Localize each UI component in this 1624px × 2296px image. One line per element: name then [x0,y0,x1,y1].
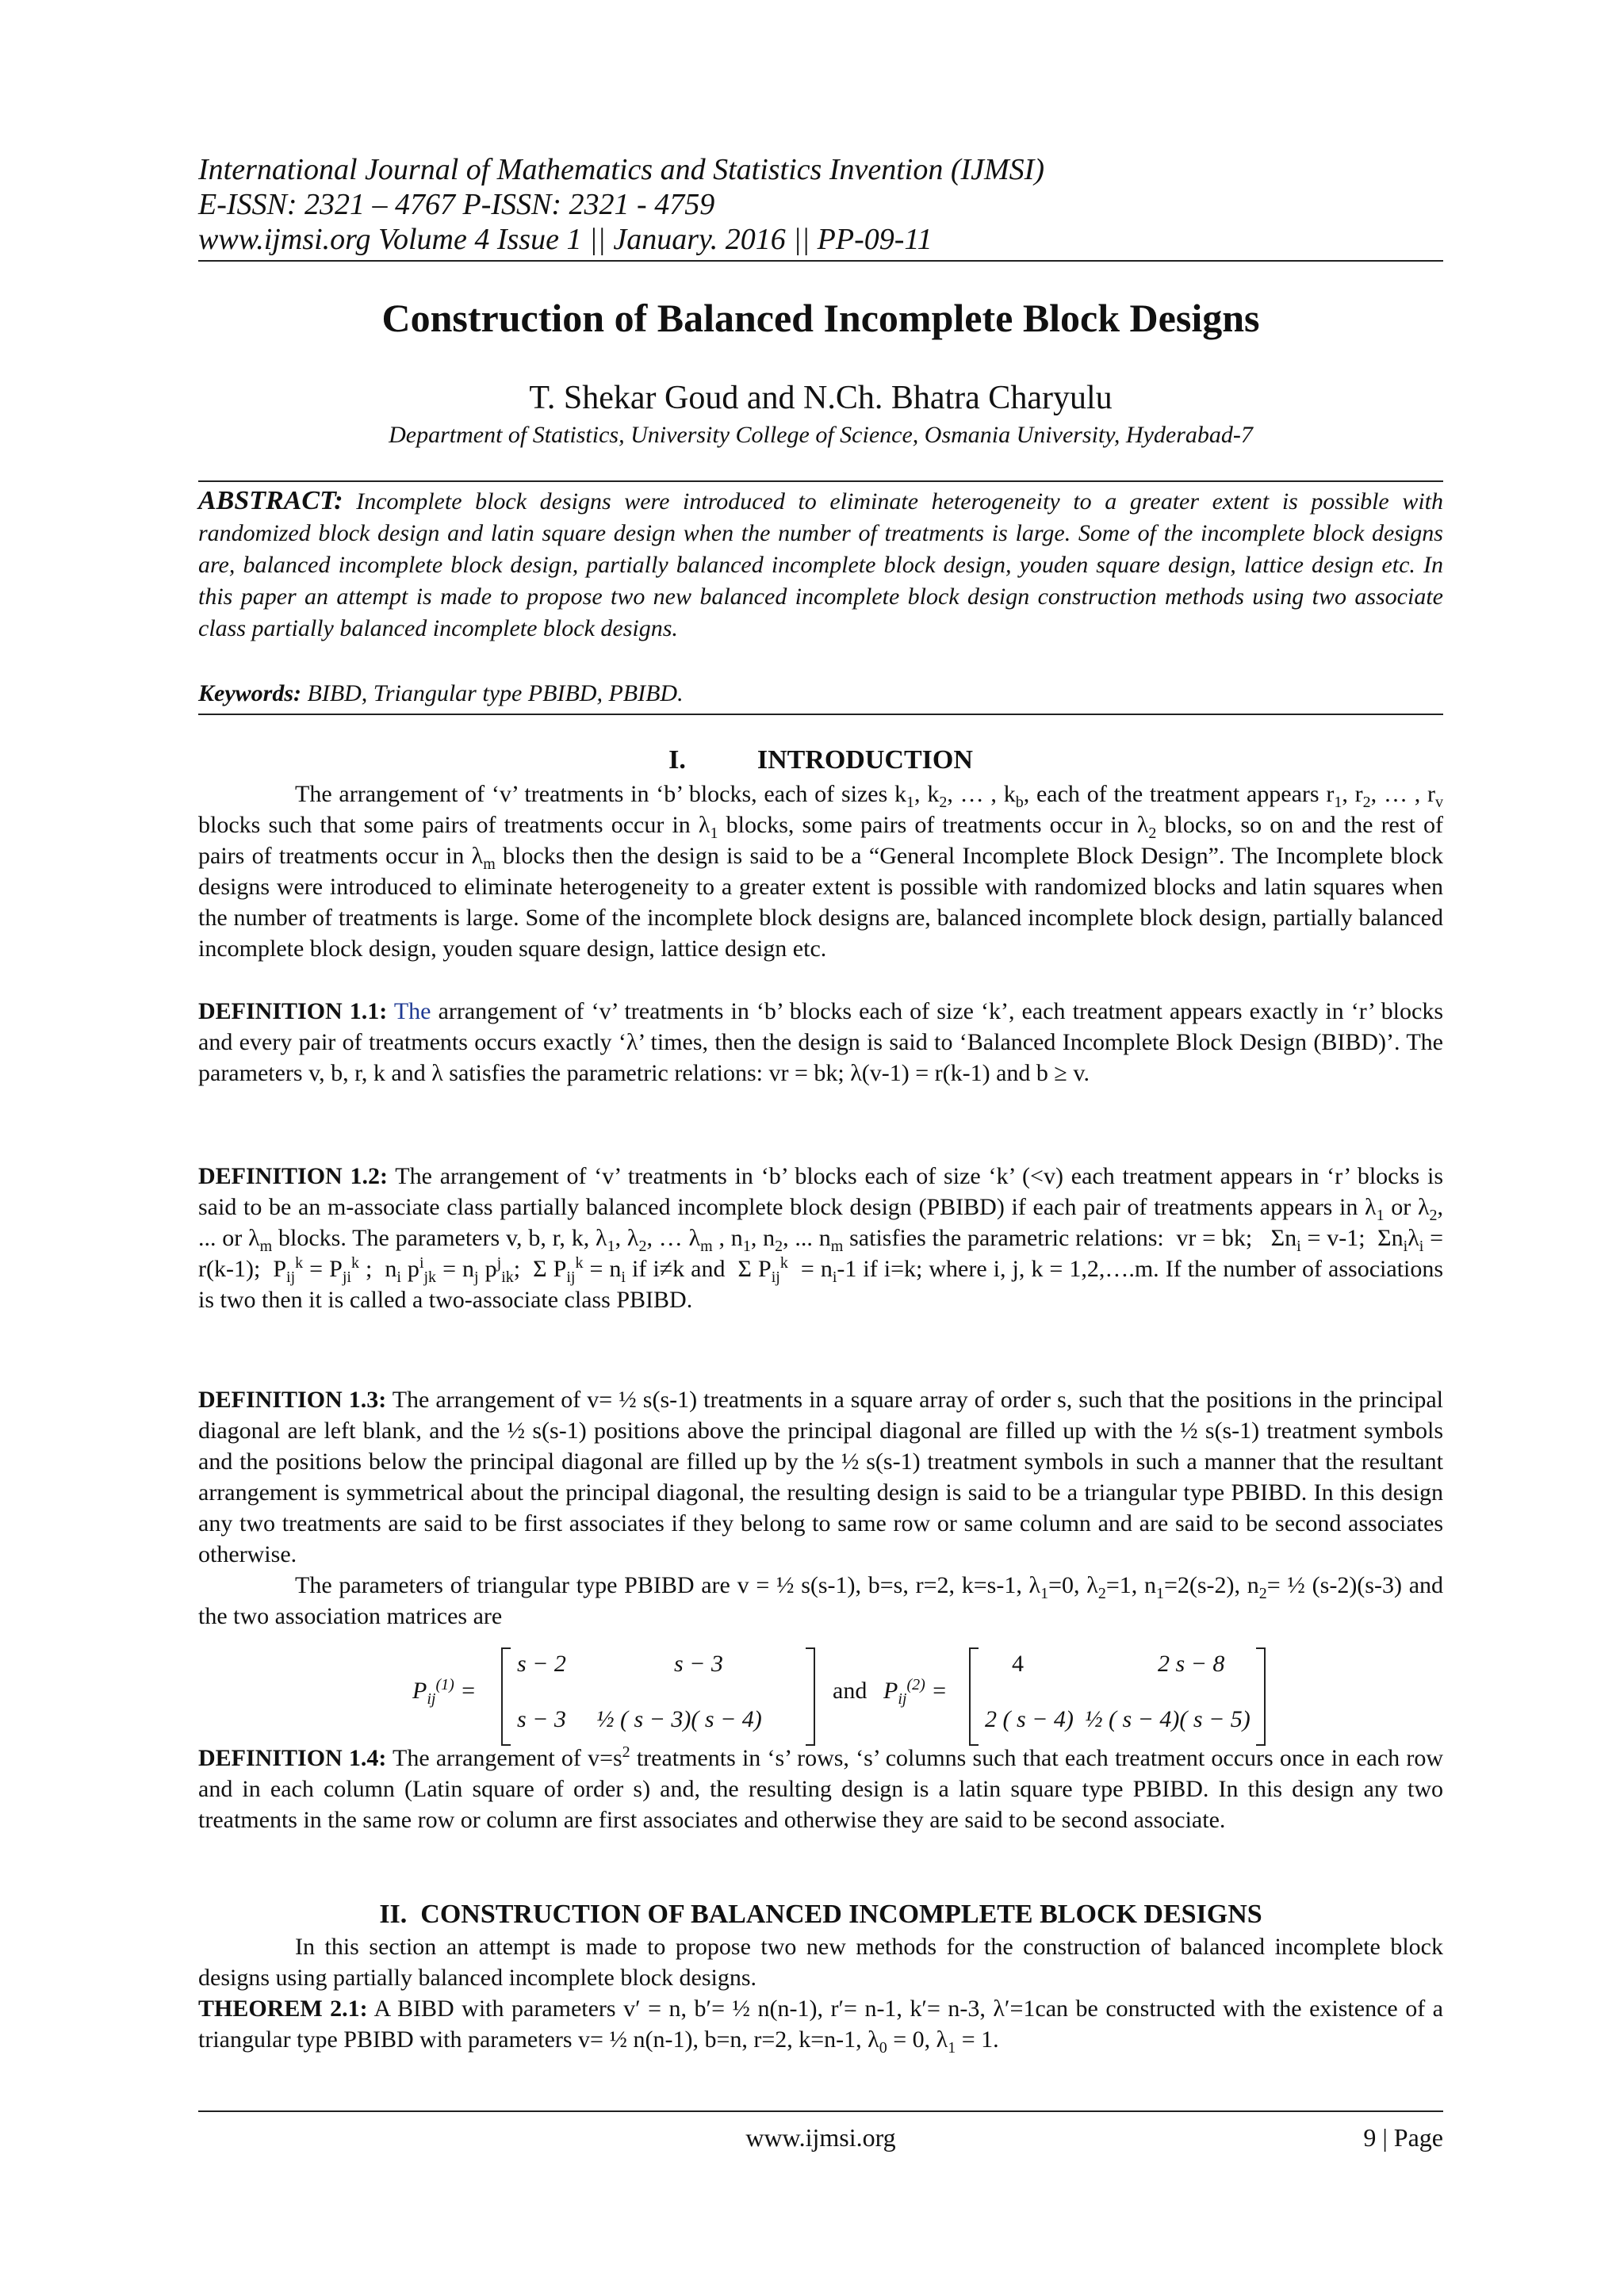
definition-1-3: DEFINITION 1.3: The arrangement of v= ½ s(s-1) treatments in a square array of order s, such that the positions in the principal diagonal are left blank, and the ½ s(s-1) positions above the principal diagonal are filled up with the ½ s(s-1) treatment symbols and the positions below the principal diagonal are filled up by the ½ s(s-1) treatment symbols in such a manner that the resultant arrangement is symmetrical about the principal diagonal, the resulting design is said to be a triangular type PBIBD. In this design any two treatments are said to be first associates if they belong to same row or same column and are said to be second associates otherwise. The parameters of triangular type PBIBD are v = ½ s(s-1), b=s, r=2, k=s-1, $\lambda_1=0$, $\lambda_2=1$, $n_1=2(s-2)$, $n_2=$ ½ (s-2)(s-3) and the two association matrices are [198,1387,1444,1629]
definition-1-2-label: DEFINITION 1.2: [198,1163,389,1189]
association-matrices [412,1647,1285,1746]
matrix-2-left-bracket [969,1647,979,1746]
matrix-2-right-bracket [1256,1647,1266,1746]
definition-1-3-label: DEFINITION 1.3: [198,1387,387,1413]
abstract-rule-bottom [198,714,1443,715]
journal-header [198,152,1044,257]
matrix-2-cell: 2 ( s − 4) [985,1706,1074,1732]
matrix-1-cell: s − 3 [674,1651,723,1677]
matrix-2-cell: 4 [1012,1651,1024,1677]
section-number: II. [379,1900,408,1929]
definition-1-1-the: The [393,998,431,1024]
keywords [198,680,684,707]
p-ij-2-symbol: $P_{ij}^{(2)}$ = [883,1676,948,1708]
journal-issue: www.ijmsi.org Volume 4 Issue 1 || January. 2016 || PP-09-11 [198,223,933,256]
intro-text: “General Incomplete Block Design”. The Incomplete block designs were introduced to eliminate heterogeneity to a greater extent is possible with randomized blocks and latin squares when the number of treatments is large. Some of the incomplete block designs are, balanced incomplete block design, partially balanced incomplete block design, youden square design, lattice design etc. [198,843,1443,962]
matrix-1-right-bracket [806,1647,815,1746]
theorem-2-1-label: THEOREM 2.1: [198,1996,368,2022]
paper-affiliation: Department of Statistics, University College of Science, Osmania University, Hyderabad-7 [389,422,1253,448]
definition-1-1 [198,996,1443,1089]
matrix-1-cell: s − 2 [517,1651,566,1677]
matrix-2-cell: ½ ( s − 4)( s − 5) [1085,1706,1251,1732]
header-rule [198,260,1443,262]
section-number: I. [668,745,686,775]
intro-paragraph: The arrangement of ‘v’ treatments in ‘b’ blocks, each of sizes $k_1$, $k_2$, … , $k_b$, each of the treatment appears $r_1$, $r_2$, … , $r_v$ blocks such that some pairs of treatments occur in $\lambda_1$ blocks, some pairs of treatments occur in $\lambda_2$ blocks, so on and the rest of pairs of treatments occur in $\lambda_m$ blocks then the design is said to be a “General Incomplete Block Design”. The Incomplete block designs were introduced to eliminate heterogeneity to a greater extent is possible with randomized blocks and latin squares when the number of treatments is large. Some of the incomplete block designs are, balanced incomplete block design, partially balanced incomplete block design, youden square design, lattice design etc. [198,781,1443,962]
paper-title: Construction of Balanced Incomplete Block Designs [381,296,1260,340]
p-ij-1-symbol: $P_{ij}^{(1)}$ = [412,1676,477,1708]
section-heading-construction [198,1900,1443,1930]
footer-page-number: 9 | Page [1363,2123,1443,2152]
journal-issn: E-ISSN: 2321 – 4767 P-ISSN: 2321 - 4759 [198,188,715,221]
matrix-2-cell: 2 s − 8 [1158,1651,1225,1677]
definition-1-4-label: DEFINITION 1.4: [198,1745,387,1771]
section-2-intro-text: In this section an attempt is made to propose two new methods for the construction of balanced incomplete block designs using partially balanced incomplete block designs. [198,1934,1443,1991]
abstract [198,485,1443,645]
abstract-rule-top [198,480,1443,482]
abstract-text: Incomplete block designs were introduced to eliminate heterogeneity to a greater extent is possible with randomized block design and latin square design when the number of treatments is large. Some of the incomplete block designs are, balanced incomplete block design, partially balanced incomplete block design, youden square design, lattice design etc. In this paper an attempt is made to propose two new balanced incomplete block design construction methods using two associate class partially balanced incomplete block designs. [198,488,1444,641]
definition-1-4: DEFINITION 1.4: The arrangement of $v=s^2$ treatments in ‘s’ rows, ‘s’ columns such that each treatment occurs once in each row and in each column (Latin square of order s) and, the resulting design is a latin square type PBIBD. In this design any two treatments in the same row or column are first associates and otherwise they are said to be second associate. [198,1743,1443,1833]
section-heading-introduction [198,745,1443,775]
matrix-1-cell: s − 3 [517,1706,566,1732]
keywords-text: BIBD, Triangular type PBIBD, PBIBD. [307,680,684,706]
keywords-label: Keywords: [198,680,301,706]
section-title: INTRODUCTION [756,745,973,775]
definition-1-1-text: arrangement of ‘v’ treatments in ‘b’ blocks each of size ‘k’, each treatment appears exactly in ‘r’ blocks and every pair of treatments occurs exactly ‘λ’ times, then the design is said to ‘Balanced Incomplete Block Design (BIBD)’. The parameters v, b, r, k and λ satisfies the parametric relations: vr = bk; λ(v-1) = r(k-1) and b ≥ v. [198,998,1444,1086]
footer-rule [198,2110,1443,2112]
definition-1-1-label: DEFINITION 1.1: [198,998,388,1024]
section-title: CONSTRUCTION OF BALANCED INCOMPLETE BLOCK DESIGNS [420,1900,1262,1929]
paper-authors: T. Shekar Goud and N.Ch. Bhatra Charyulu [529,380,1113,416]
matrix-1-left-bracket [501,1647,511,1746]
matrix-and: and [833,1678,868,1704]
matrix-1-cell: ½ ( s − 3)( s − 4) [596,1706,762,1732]
footer-url: www.ijmsi.org [745,2123,896,2152]
journal-name: International Journal of Mathematics and Statistics Invention (IJMSI) [198,153,1044,186]
abstract-label: ABSTRACT: [198,486,343,515]
definition-1-2: DEFINITION 1.2: The arrangement of ‘v’ treatments in ‘b’ blocks each of size ‘k’ (<v) each treatment appears in ‘r’ blocks is said to be an m-associate class partially balanced incomplete block design (PBIBD) if each pair of treatments appears in $\lambda_1$ or $\lambda_2$, ... or $\lambda_m$ blocks. The parameters v, b, r, k, $\lambda_1$, $\lambda_2$, … $\lambda_m$ , $n_1$, $n_2$, ... $n_m$ satisfies the parametric relations: vr = bk; $\Sigma n_i = v-1$; $\Sigma n_i\lambda_i = r(k-1)$; $P_{ij}^k = P_{ji}^k$ ; $n_i$ $p^i_{jk} = n_j$ $p^j_{ik}$; Σ $P_{ij}^k = n_i$ if i≠k and Σ $P_{ij}^k = n_i-1$ if i=k; where i, j, k = 1,2,….m. If the number of associations is two then it is called a two-associate class PBIBD. [198,1163,1444,1313]
section-2-intro [198,1931,1443,1993]
theorem-2-1: THEOREM 2.1: A BIBD with parameters v′ = n, b′= ½ n(n-1), r′= n-1, k′= n-3, λ′=1can be constructed with the existence of a triangular type PBIBD with parameters v= ½ n(n-1), b=n, r=2, k=n-1, $\lambda_0 = 0$, $\lambda_1 = 1$. [198,1996,1443,2057]
definition-1-3-text: The arrangement of v= ½ s(s-1) treatments in a square array of order s, such that the positions in the principal diagonal are left blank, and the ½ s(s-1) positions above the principal diagonal are filled up with the ½ s(s-1) treatment symbols and the positions below the principal diagonal are filled up by the ½ s(s-1) treatment symbols in such a manner that the resultant arrangement is symmetrical about the principal diagonal, the resulting design is said to be a triangular type PBIBD. In this design any two treatments are said to be first associates if they belong to same row or same column and are said to be second associates otherwise. [198,1387,1443,1567]
